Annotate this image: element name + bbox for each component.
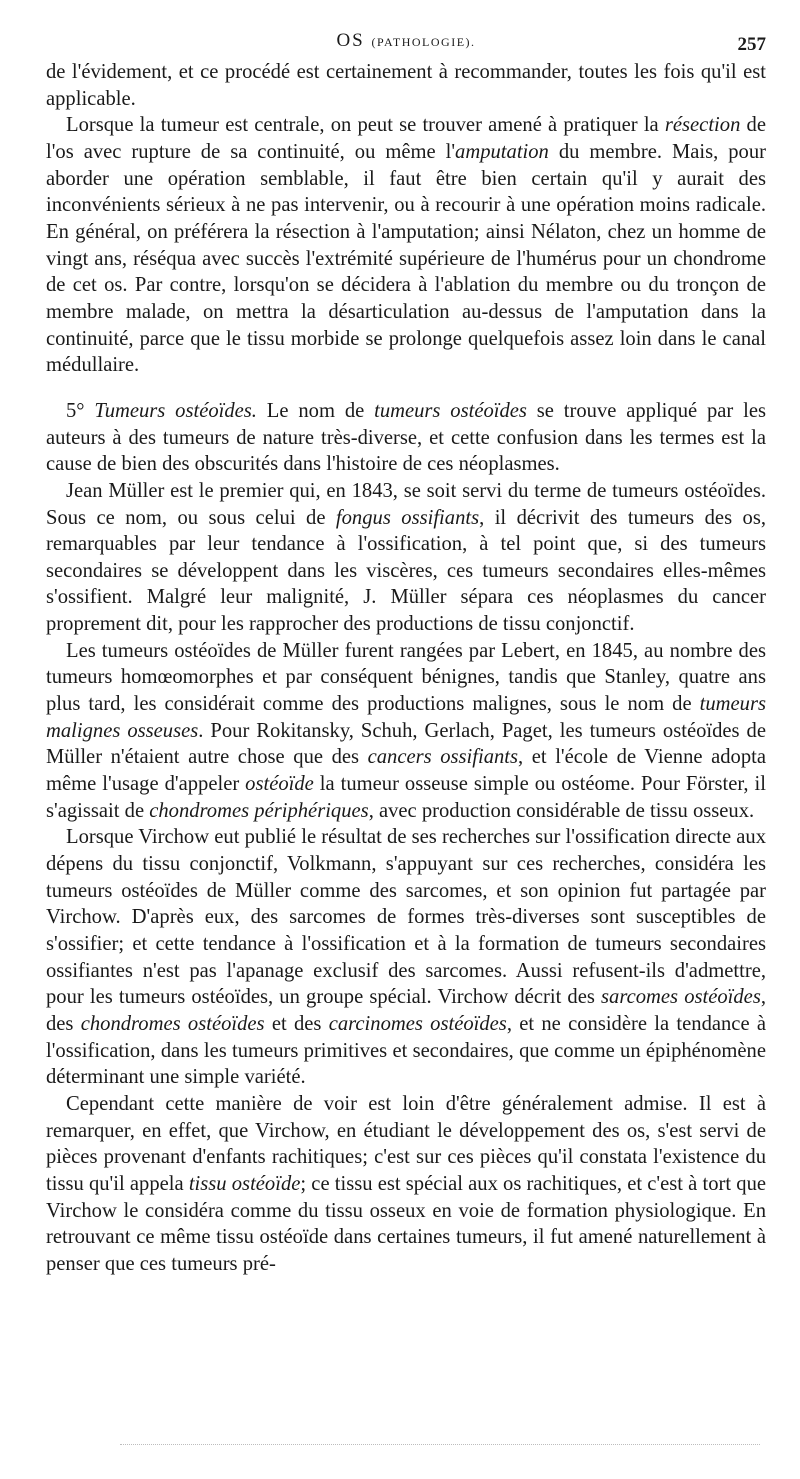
text-run: Le nom de — [256, 399, 375, 422]
italic-run: chondromes ostéoïdes — [80, 1012, 265, 1035]
text-run: la tumeur osseuse simple ou ostéome. Pour Förster, il s'agissait de — [46, 773, 767, 822]
italic-run: tumeurs ostéoïdes — [374, 399, 527, 422]
italic-run: cancers ossifiants — [367, 746, 519, 769]
text-run: , des — [46, 986, 766, 1035]
text-run: Cependant cette manière de voir est loin d'être généralement admise. Il est à remarquer, en effet, que Virchow, en étudiant le développement des os, s'est servi de pièces provenant d'enfants rachitiques; c'est sur ces pièces qu'il constata l'existence du tissu qu'il appela — [46, 1092, 766, 1195]
page-number: 257 — [737, 34, 766, 55]
page-header — [46, 30, 766, 60]
paragraph-muller — [46, 478, 766, 638]
running-title-sub: (PATHOLOGIE). — [371, 35, 476, 49]
paragraph-cependant — [46, 1091, 766, 1278]
text-run: de l'os avec rupture de sa continuité, ou même l' — [46, 114, 766, 163]
text-run: Les tumeurs ostéoïdes de Müller furent rangées par Lebert, en 1845, au nombre des tumeurs homœomorphes et par conséquent bénignes, tandis que Stanley, quatre ans plus tard, les considérait comme des productions malignes, sous le nom de — [46, 639, 766, 716]
paragraph-lebert — [46, 638, 766, 825]
footer-rule — [120, 1440, 760, 1445]
italic-run: fongus ossifiants — [335, 506, 480, 529]
paragraph-tumeurs-osteoides — [46, 398, 766, 478]
running-title — [46, 30, 766, 52]
italic-run: tumeurs malignes osseuses — [46, 693, 766, 742]
paragraph-resection — [46, 112, 766, 379]
italic-run: ostéoïde — [245, 773, 314, 796]
body-text — [46, 59, 766, 1278]
text-run: , et ne considère la tendance à l'ossification, dans les tumeurs primitives et secondaires, que comme un épiphénomène déterminant une simple variété. — [46, 1012, 766, 1089]
italic-run: amputation — [455, 140, 549, 163]
text-run: et des — [264, 1012, 329, 1035]
italic-run: sarcomes ostéoïdes — [601, 986, 761, 1009]
text-run: Lorsque Virchow eut publié le résultat de ses recherches sur l'ossification directe aux dépens du tissu conjonctif, Volkmann, s'appuyant sur ces recherches, considéra les tumeurs ostéoïdes de Müller comme des sarcomes, et son opinion fut partagée par Virchow. D'après eux, des sarcomes de formes très-diverses sont susceptibles de s'ossifier; et cette tendance à l'ossification et à la formation de tumeurs secondaires ossifiantes n'est pas l'apanage exclusif des sarcomes. Aussi refusent-ils d'admettre, pour les tumeurs ostéoïdes, un groupe spécial. Virchow décrit des — [46, 826, 766, 1009]
text-run: ; ce tissu est spécial aux os rachitiques, et c'est à tort que Virchow le considéra comme du tissu osseux en voie de formation physiologique. En retrouvant ce même tissu ostéoïde dans certaines tumeurs, il fut amené naturellement à penser que ces tumeurs pré- — [46, 1172, 767, 1275]
text-run: du membre. Mais, pour aborder une opération semblable, il faut être bien certain qu'il y aurait des inconvénients sérieux à ne pas intervenir, ou à recourir à une opération moins radicale. En général, on préférera la résection à l'amputation; ainsi Nélaton, chez un homme de vingt ans, réséqua avec succès l'extrémité supérieure de l'humérus pour un chondrome de cet os. Par contre, lorsqu'on se décidera à l'ablation du membre ou du tronçon de membre malade, on mettra la désarticulation au-dessus de l'amputation dans la continuité, parce que le tissu morbide se prolonge quelquefois assez loin dans le canal médullaire. — [46, 140, 766, 377]
text-run: Jean Müller est le premier qui, en 1843, se soit servi du terme de tumeurs ostéoïdes. Sous ce nom, ou sous celui de — [46, 479, 766, 529]
text-run: , et l'école de Vienne adopta même l'usage d'appeler — [46, 746, 766, 796]
italic-run: carcinomes ostéoïdes — [328, 1012, 507, 1035]
text-run: de l'évidement, et ce procédé est certainement à recommander, toutes les fois qu'il est applicable. — [46, 61, 766, 110]
paragraph-virchow — [46, 824, 766, 1091]
italic-run: tissu ostéoïde — [188, 1172, 301, 1195]
text-run: . Pour Rokitansky, Schuh, Gerlach, Paget, les tumeurs ostéoïdes de Müller n'étaient autre chose que des — [46, 719, 766, 769]
text-run: , il décrivit des tumeurs des os, remarquables par leur tendance à l'ossification, à tel point que, si des tumeurs secondaires se développent dans les viscères, ces tumeurs secondaires elles-mêmes s'ossifient. Malgré leur malignité, J. Müller sépara ces néoplasmes du cancer proprement dit, pour les rapprocher des productions de tissu conjonctif. — [46, 506, 766, 636]
italic-run: résection — [664, 114, 741, 137]
paragraph-evidement — [46, 59, 766, 112]
text-run: Lorsque la tumeur est centrale, on peut se trouver amené à pratiquer la — [66, 114, 665, 137]
text-run: , avec production considérable de tissu osseux. — [368, 799, 755, 822]
italic-run: chondromes périphériques — [149, 799, 369, 822]
running-title-main: OS — [336, 30, 365, 51]
text-run: 5° — [66, 399, 95, 422]
text-run: se trouve appliqué par les auteurs à des tumeurs de nature très-diverse, et cette confusion dans les termes est la cause de bien des obscurités dans l'histoire de ces néoplasmes. — [46, 399, 766, 476]
italic-run: Tumeurs ostéoïdes. — [94, 399, 257, 422]
